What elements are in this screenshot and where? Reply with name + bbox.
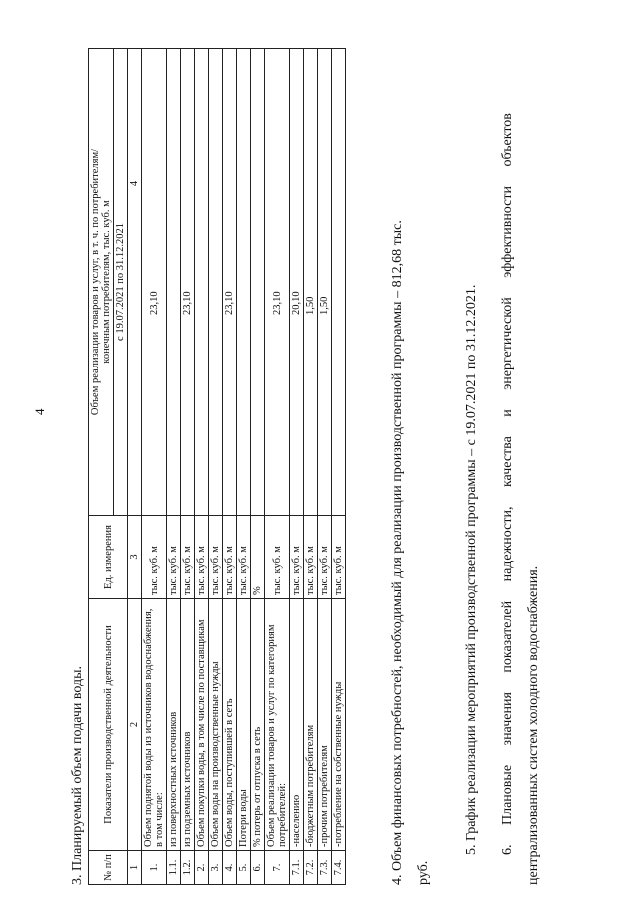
row-unit: тыс. куб. м xyxy=(265,516,290,599)
row-number: 7.2. xyxy=(304,851,318,885)
water-supply-table xyxy=(88,48,346,885)
row-value xyxy=(209,49,223,516)
table-row xyxy=(142,49,167,885)
table-row xyxy=(167,49,181,885)
row-indicator: Объем реализации товаров и услуг по категориям потребителей: xyxy=(265,599,290,851)
row-indicator: % потерь от отпуска в сеть xyxy=(251,599,265,851)
row-number: 3. xyxy=(209,851,223,885)
row-number: 1. xyxy=(142,851,167,885)
paragraph-5: 5. График реализации мероприятий производственной программы – с 19.07.2021 по 31.12.2021. xyxy=(464,284,479,855)
row-unit: тыс. куб. м xyxy=(142,516,167,599)
table-header-row xyxy=(89,49,114,885)
header-period: с 19.07.2021 по 31.12.2021 xyxy=(114,49,128,516)
row-unit: тыс. куб. м xyxy=(318,516,332,599)
row-unit: % xyxy=(251,516,265,599)
row-indicator: -бюджетным потребителям xyxy=(304,599,318,851)
col-number: 2 xyxy=(128,599,142,851)
row-number: 5. xyxy=(237,851,251,885)
row-indicator: Объем воды на производственные нужды xyxy=(209,599,223,851)
row-number: 7.4. xyxy=(332,851,346,885)
row-value: 23,10 xyxy=(223,49,237,516)
row-value xyxy=(251,49,265,516)
paragraph-6-continuation: централизованных систем холодного водоснабжения. xyxy=(526,565,541,885)
row-number: 7.1. xyxy=(290,851,304,885)
page-number: 4 xyxy=(32,408,47,415)
row-value: 23,10 xyxy=(142,49,167,516)
paragraph-6: 6. Плановые значения показателей надежности, качества и энергетической эффективности объектов xyxy=(500,113,515,855)
row-unit: тыс. куб. м xyxy=(181,516,195,599)
row-number: 2. xyxy=(195,851,209,885)
row-unit: тыс. куб. м xyxy=(167,516,181,599)
row-value: 23,10 xyxy=(181,49,195,516)
table-row xyxy=(332,49,346,885)
row-indicator: -населению xyxy=(290,599,304,851)
table-row xyxy=(181,49,195,885)
row-value: 20,10 xyxy=(290,49,304,516)
row-value: 1,50 xyxy=(304,49,318,516)
header-volume-line2: конечным потребителям, тыс. куб. м xyxy=(101,200,112,364)
row-indicator: из поверхностных источников xyxy=(167,599,181,851)
row-unit: тыс. куб. м xyxy=(304,516,318,599)
section-3-heading: 3. Планируемый объем подачи воды. xyxy=(70,665,85,885)
row-indicator: -потребление на собственные нужды xyxy=(332,599,346,851)
row-value xyxy=(195,49,209,516)
row-value: 1,50 xyxy=(318,49,332,516)
row-value xyxy=(237,49,251,516)
col-number: 3 xyxy=(128,516,142,599)
row-number: 1.1. xyxy=(167,851,181,885)
row-number: 7. xyxy=(265,851,290,885)
header-num: № п/п xyxy=(89,851,128,885)
header-indicator: Показатели производственной деятельности xyxy=(89,599,128,851)
row-indicator: Объем покупки воды, в том числе по поставщикам xyxy=(195,599,209,851)
table-row xyxy=(304,49,318,885)
table-row xyxy=(290,49,304,885)
row-number: 6. xyxy=(251,851,265,885)
rotated-page xyxy=(30,25,630,885)
table-row xyxy=(195,49,209,885)
row-number: 7.3. xyxy=(318,851,332,885)
row-unit: тыс. куб. м xyxy=(223,516,237,599)
row-indicator: Потери воды xyxy=(237,599,251,851)
table-row xyxy=(223,49,237,885)
header-volume xyxy=(89,49,114,516)
row-number: 4. xyxy=(223,851,237,885)
row-unit: тыс. куб. м xyxy=(195,516,209,599)
row-unit: тыс. куб. м xyxy=(290,516,304,599)
header-volume-line1: Объем реализации товаров и услуг, в т. ч. по потребителям/ xyxy=(90,148,101,416)
row-indicator: Объем воды, поступившей в сеть xyxy=(223,599,237,851)
col-number: 4 xyxy=(128,49,142,516)
table-row xyxy=(209,49,223,885)
row-indicator: -прочим потребителям xyxy=(318,599,332,851)
paragraph-4: 4. Объем финансовых потребностей, необходимый для реализации производственной программы – 812,68 тыс. xyxy=(390,220,405,885)
row-number: 1.2. xyxy=(181,851,195,885)
table-row xyxy=(265,49,290,885)
header-unit: Ед. измерения xyxy=(89,516,128,599)
row-value xyxy=(332,49,346,516)
table-row xyxy=(318,49,332,885)
row-indicator: из подземных источников xyxy=(181,599,195,851)
table-row xyxy=(237,49,251,885)
row-unit: тыс. куб. м xyxy=(209,516,223,599)
col-number: 1 xyxy=(128,851,142,885)
row-value xyxy=(167,49,181,516)
table-row xyxy=(251,49,265,885)
row-indicator: Объем поднятой воды из источников водоснабжения, в том числе: xyxy=(142,599,167,851)
row-unit: тыс. куб. м xyxy=(237,516,251,599)
paragraph-4-continuation: руб. xyxy=(416,860,431,885)
row-value: 23,10 xyxy=(265,49,290,516)
table-column-numbers-row xyxy=(128,49,142,885)
row-unit: тыс. куб. м xyxy=(332,516,346,599)
